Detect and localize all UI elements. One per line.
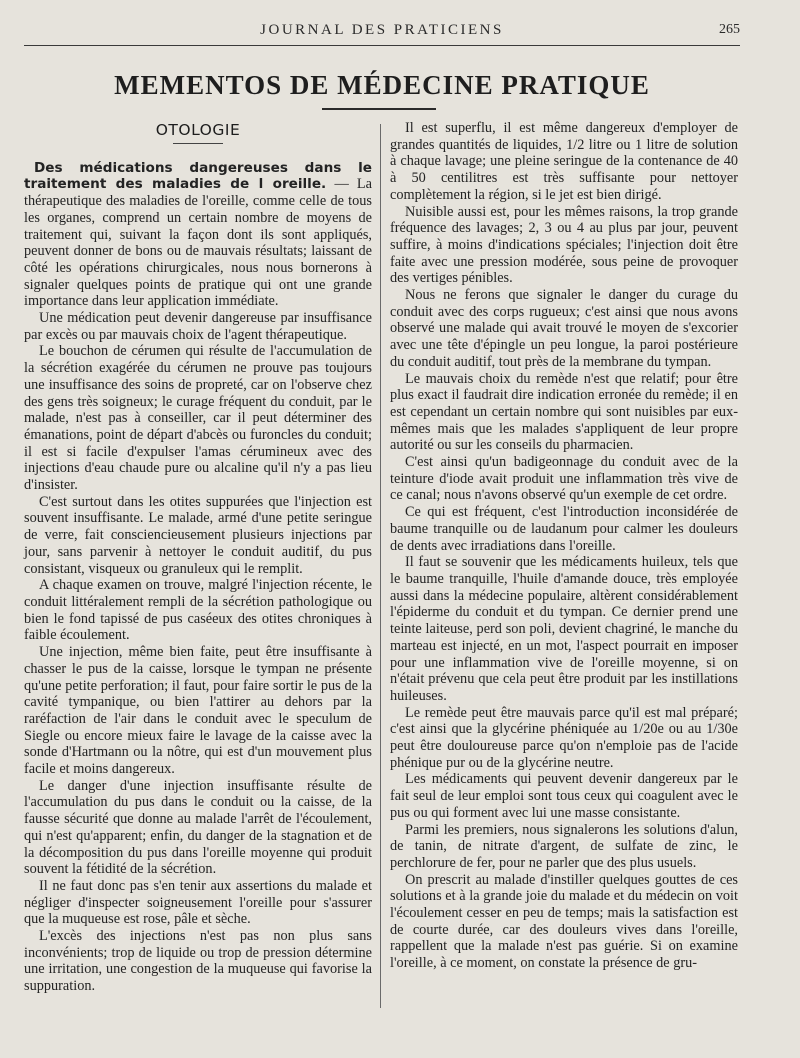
paragraph: Il est superflu, il est même dangereux d'employer de grandes quantités de liquides, 1/2 litre ou 1 litre de solution à chaque lavage; une pleine seringue de la contenance de 40 à 50 centilitres est très suffisante pour nettoyer complètement la région, si le jet est bien dirigé.: [390, 120, 738, 203]
paragraph: Il faut se souvenir que les médicaments huileux, tels que le baume tranquille, l'huile d'amande douce, très employée aussi dans la médecine populaire, altèrent considérablement l'épiderme du conduit et du tympan. Ce dernier prend une teinte laiteuse, perd son poli, devient chagriné, le manche du marteau est injecté, en un mot, l'aspect pourrait en imposer pour une inflammation vive de l'oreille moyenne, si on n'était prévenu que cela peut être produit par les instillations huileuses.: [390, 554, 738, 704]
page-number: 265: [719, 22, 740, 37]
paragraph: C'est surtout dans les otites suppurées que l'injection est souvent insuffisante. Le malade, armé d'une petite seringue de verre, fait consciencieusement plusieurs injections par jour, sans parvenir à nettoyer le conduit auditif, du pus consistant, visqueux ou granuleux qui le remplit.: [24, 493, 372, 577]
paragraph: Le danger d'une injection insuffisante résulte de l'accumulation du pus dans le conduit ou la caisse, de la fausse sécurité que donne au malade l'arrêt de l'écoulement, qui n'est qu'apparent; enfin, du danger de la stagnation et de la décomposition du pus dans l'oreille moyenne qui produit souvent la fétidité de la sécrétion.: [24, 777, 372, 878]
header-rule: [24, 45, 740, 46]
running-head: [24, 22, 740, 42]
section-title: MEMENTOS DE MÉDECINE PRATIQUE: [114, 70, 650, 100]
column-divider: [380, 124, 381, 1008]
paragraph: Le bouchon de cérumen qui résulte de l'accumulation de la sécrétion exagérée du cérumen ne prouve pas toujours une insuffisance des soins de propreté, car on l'observe chez des gens très soigneux; le curage fréquent du conduit, par le malade, n'est pas à conseiller, car il peut déterminer des émanations, point de départ d'abcès ou furoncles du conduit; il est si facile d'expulser l'amas cérumineux avec des injections d'eau chaude pure ou alcaline qu'il n'y a pas lieu d'insister.: [24, 343, 372, 494]
paragraph: Nuisible aussi est, pour les mêmes raisons, la trop grande fréquence des lavages; 2, 3 ou 4 au plus par jour, peuvent suffire, à moins d'indications spéciales; l'injection doit être faite avec une pression modérée, sous peine de provoquer des vertiges pénibles.: [390, 203, 738, 287]
paragraph: C'est ainsi qu'un badigeonnage du conduit avec de la teinture d'iode avait produit une inflammation très vive de ce canal; nous n'avons observé qu'un exemple de cet ordre.: [390, 454, 738, 504]
paragraph: Le mauvais choix du remède n'est que relatif; pour être plus exact il faudrait dire indication erronée du remède; il en est cependant un certain nombre qui sont nuisibles par eux-mêmes mais que les malades s'appliquent de leur propre autorité ou sur les conseils du pharmacien.: [390, 370, 738, 454]
lead-title: Des médications dangereuses dans le traitement des maladies de l oreille.: [24, 159, 372, 193]
paragraph: Parmi les premiers, nous signalerons les solutions d'alun, de tanin, de nitrate d'argent, de sulfate de zinc, le perchlorure de fer, pour ne parler que des plus usuels.: [390, 821, 738, 871]
lead-text: — La thérapeutique des maladies de l'oreille, comme celle de tous les organes, comprend un certain nombre de moyens de traitement qui, suivant la façon dont ils sont appliqués, peuvent donner de bons ou de mauvais résultats; laissant de côté les opérations chirurgicales, nous nous bornerons à signaler quelques points de pratique qui ont une grande importance dans leur application immédiate.: [24, 176, 373, 310]
paragraph: L'excès des injections n'est pas non plus sans inconvénients; trop de liquide ou trop de pression détermine une irritation, une congestion de la muqueuse qui favorise la suppuration.: [24, 928, 372, 995]
paragraph: Une injection, même bien faite, peut être insuffisante à chasser le pus de la caisse, lorsque le tympan ne présente qu'une petite perforation; il faut, pour faire sortir le pus de la cavité tympanique, ou bien l'attirer au dehors par la raréfaction de l'air dans le conduit avec le speculum de Siegle ou encore mieux faire le lavage de la caisse avec la sonde d'Hartmann ou la nôtre, qui est d'un mouvement plus facile et moins dangereux.: [24, 644, 372, 778]
article-heading: OTOLOGIE: [155, 121, 241, 139]
lead-paragraph: [24, 160, 372, 310]
right-column: [390, 120, 738, 972]
journal-title: JOURNAL DES PRATICIENS: [260, 22, 504, 38]
left-column: [24, 122, 372, 995]
paragraph: Il ne faut donc pas s'en tenir aux assertions du malade et négliger d'inspecter soigneusement l'oreille pour s'assurer que la muqueuse est rose, pâle et sèche.: [24, 877, 372, 928]
paragraph: A chaque examen on trouve, malgré l'injection récente, le conduit littéralement rempli de la sécrétion pathologique ou bien le fond tapissé de pus caséeux des otites chroniques à faible écoulement.: [24, 577, 372, 644]
paragraph: Une médication peut devenir dangereuse par insuffisance par excès ou par mauvais choix de l'agent thérapeutique.: [24, 310, 372, 343]
title-rule: [322, 108, 436, 110]
paragraph: Le remède peut être mauvais parce qu'il est mal préparé; c'est ainsi que la glycérine phéniquée au 1/20e ou au 1/30e peut être douloureuse parce qu'on n'emploie pas de l'acide phénique pur ou de la glycérine neutre.: [390, 704, 738, 771]
paragraph: Nous ne ferons que signaler le danger du curage du conduit avec des corps rugueux; c'est ainsi que nous avons observé une malade qui avait trouvé le moyen de s'excorier avec une tête d'épingle un peu longue, la paroi postérieure du conduit auditif, tout près de la membrane du tympan.: [390, 287, 738, 370]
paragraph: Ce qui est fréquent, c'est l'introduction inconsidérée de baume tranquille ou de laudanum pour calmer les douleurs de dents avec irradiations dans l'oreille.: [390, 504, 738, 554]
heading-rule: [173, 143, 223, 144]
paragraph: On prescrit au malade d'instiller quelques gouttes de ces solutions et à la grande joie du malade et du médecin on voit l'écoulement cesser en peu de temps; mais la satisfaction est de courte durée, car des douleurs vives dans l'oreille, rappellent que la malade n'est pas guérie. Si on examine l'oreille, à ce moment, on constate la présence de gru-: [390, 871, 738, 972]
paragraph: Les médicaments qui peuvent devenir dangereux par le fait seul de leur emploi sont tous ceux qui coagulent avec le pus ou qui forment avec lui une masse consistante.: [390, 771, 738, 821]
